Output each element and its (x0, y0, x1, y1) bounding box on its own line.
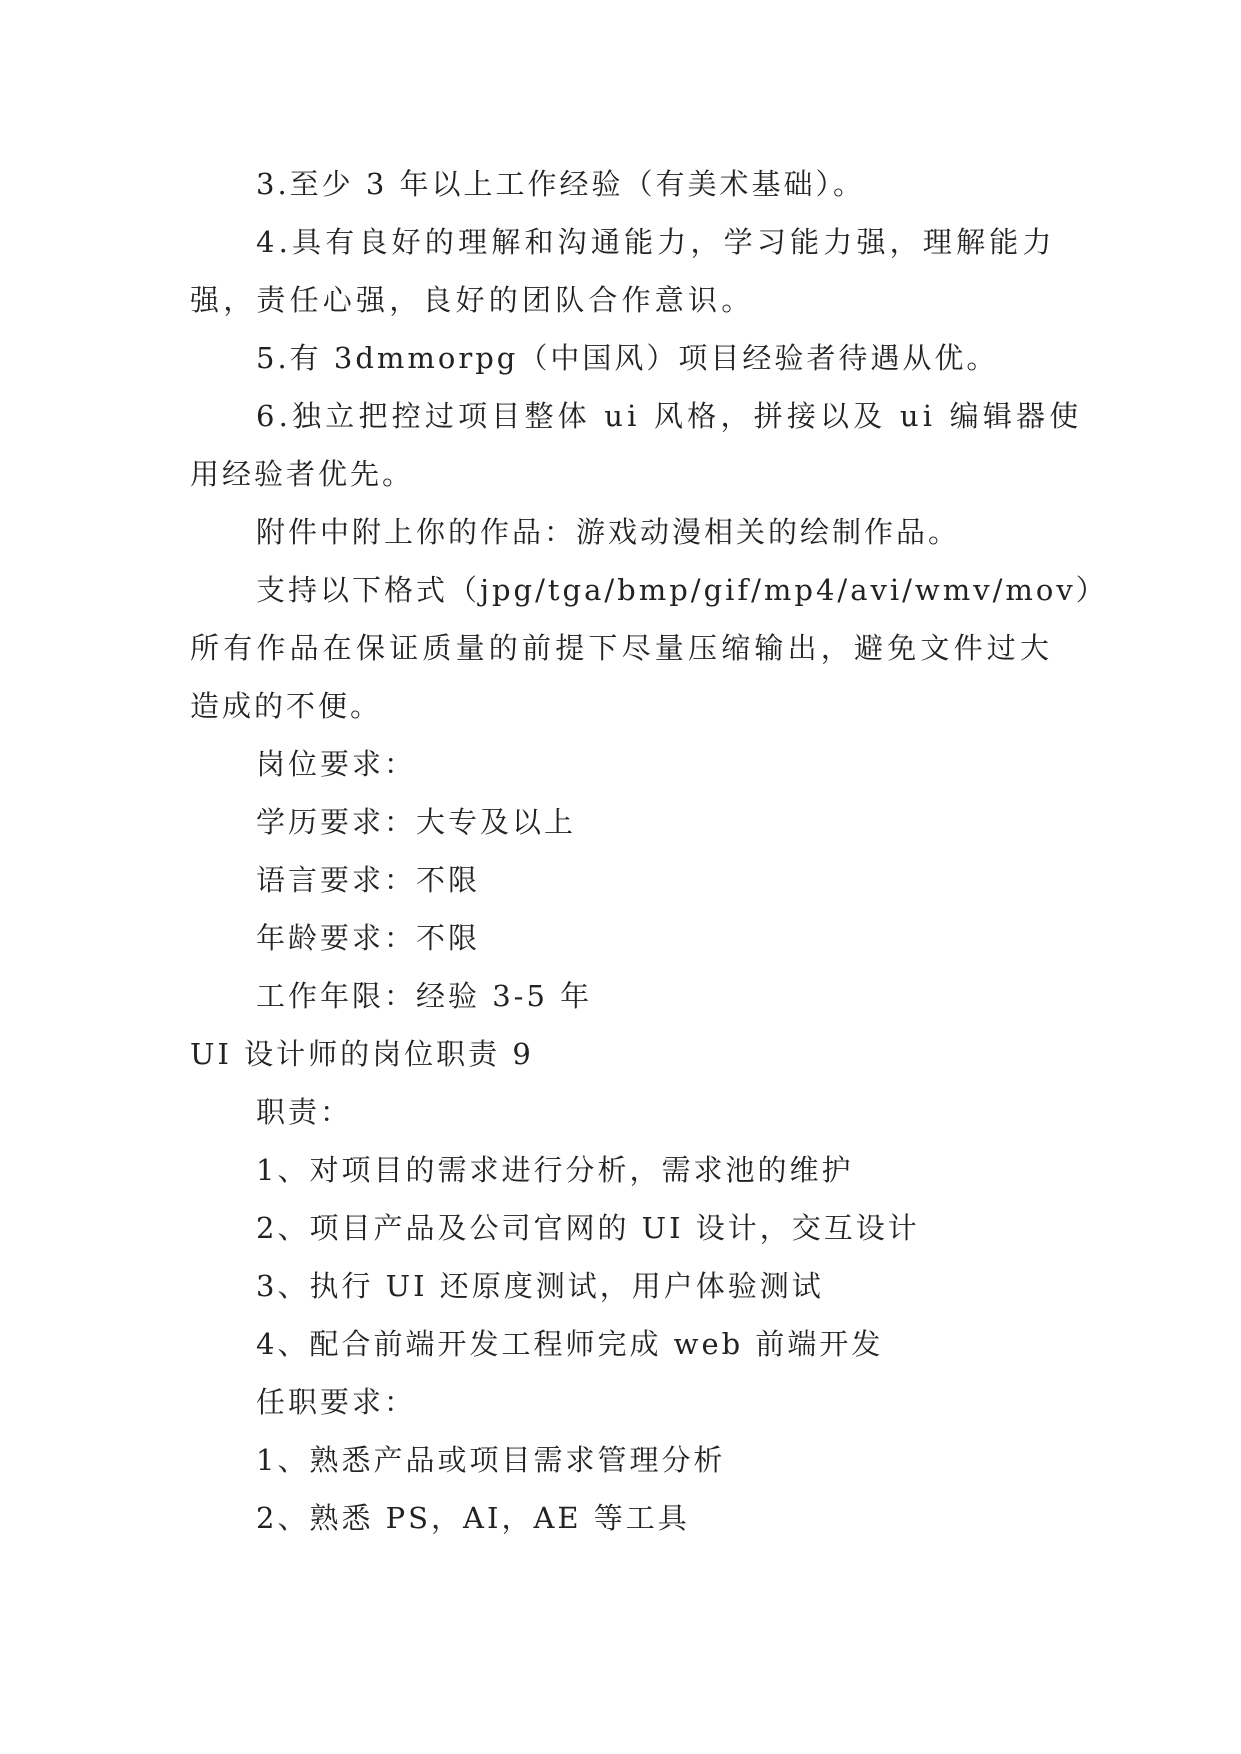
attachment-note: 附件中附上你的作品：游戏动漫相关的绘制作品。 (256, 515, 961, 549)
section-title: UI 设计师的岗位职责 9 (190, 1037, 534, 1071)
requirement-6: 6.独立把控过项目整体 ui 风格，拼接以及 ui 编辑器使 (256, 399, 1083, 433)
qualification-2: 2、熟悉 PS，AI，AE 等工具 (256, 1501, 690, 1535)
education-requirement: 学历要求：大专及以上 (256, 805, 577, 839)
requirement-5: 5.有 3dmmorpg（中国风）项目经验者待遇从优。 (256, 341, 999, 375)
requirement-4-continued: 强，责任心强，良好的团队合作意识。 (190, 283, 755, 317)
age-requirement: 年龄要求：不限 (256, 921, 481, 955)
duty-3: 3、执行 UI 还原度测试，用户体验测试 (256, 1269, 824, 1303)
requirement-6-continued: 用经验者优先。 (190, 457, 415, 491)
language-requirement: 语言要求：不限 (256, 863, 481, 897)
qualifications-heading: 任职要求： (256, 1385, 417, 1419)
duty-2: 2、项目产品及公司官网的 UI 设计，交互设计 (256, 1211, 920, 1245)
compression-note-continued: 造成的不便。 (190, 689, 383, 723)
job-requirements-heading: 岗位要求： (256, 747, 417, 781)
qualification-1: 1、熟悉产品或项目需求管理分析 (256, 1443, 726, 1477)
requirement-4: 4.具有良好的理解和沟通能力，学习能力强，理解能力 (256, 225, 1056, 259)
duties-heading: 职责： (256, 1095, 353, 1129)
duty-1: 1、对项目的需求进行分析，需求池的维护 (256, 1153, 854, 1187)
requirement-3: 3.至少 3 年以上工作经验（有美术基础）。 (256, 167, 866, 201)
experience-requirement: 工作年限：经验 3-5 年 (256, 979, 593, 1013)
duty-4: 4、配合前端开发工程师完成 web 前端开发 (256, 1327, 884, 1361)
compression-note: 所有作品在保证质量的前提下尽量压缩输出，避免文件过大 (190, 631, 1054, 665)
supported-formats: 支持以下格式（jpg/tga/bmp/gif/mp4/avi/wmv/mov） (256, 573, 1108, 607)
